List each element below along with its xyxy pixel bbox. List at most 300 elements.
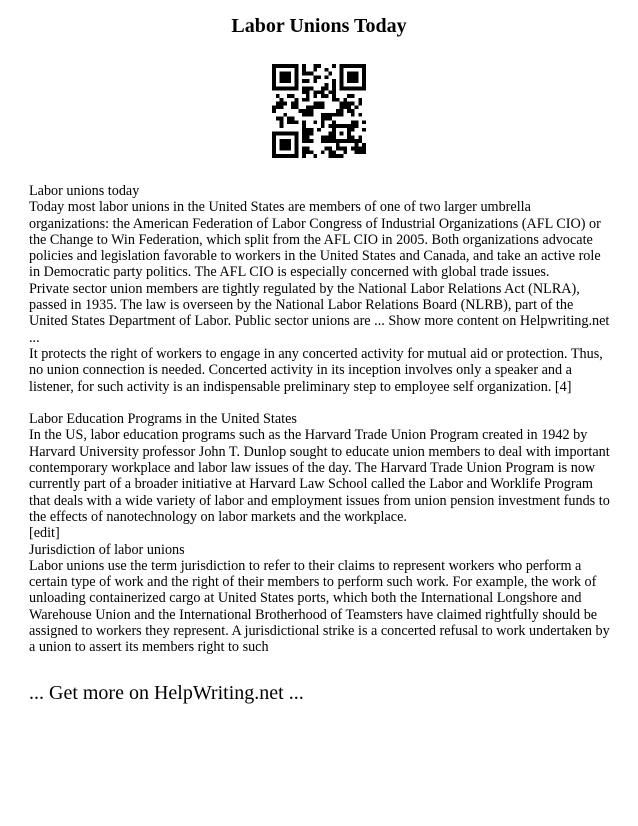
qr-module bbox=[287, 94, 291, 98]
qr-module bbox=[351, 75, 355, 79]
qr-module bbox=[272, 64, 276, 68]
qr-module bbox=[340, 124, 344, 128]
qr-module bbox=[343, 64, 347, 68]
qr-module bbox=[313, 75, 317, 79]
qr-module bbox=[321, 117, 325, 121]
qr-module bbox=[347, 102, 351, 106]
qr-module bbox=[302, 120, 306, 124]
qr-module bbox=[362, 143, 366, 147]
qr-module bbox=[306, 109, 310, 113]
qr-module bbox=[347, 105, 351, 109]
qr-module bbox=[351, 64, 355, 68]
qr-module bbox=[358, 87, 362, 91]
qr-module bbox=[313, 64, 317, 68]
qr-module bbox=[332, 79, 336, 83]
qr-module bbox=[280, 72, 284, 76]
qr-module bbox=[295, 75, 299, 79]
qr-module bbox=[306, 105, 310, 109]
qr-module bbox=[272, 105, 276, 109]
qr-module bbox=[302, 132, 306, 136]
qr-module bbox=[332, 113, 336, 117]
qr-module bbox=[272, 75, 276, 79]
qr-module bbox=[295, 120, 299, 124]
qr-module bbox=[306, 87, 310, 91]
qr-module bbox=[332, 128, 336, 132]
qr-module bbox=[325, 94, 329, 98]
qr-module bbox=[355, 87, 359, 91]
qr-module bbox=[310, 72, 314, 76]
text-line: contemporary workplace and labor law issues of the day. The Harvard Trade Union Program is now bbox=[29, 460, 596, 477]
qr-module bbox=[321, 113, 325, 117]
qr-module bbox=[283, 147, 287, 151]
text-line: no union connection is needed. Concerted activity in its inception involves only a speaker and a bbox=[29, 362, 572, 379]
qr-module bbox=[295, 79, 299, 83]
qr-module bbox=[347, 64, 351, 68]
qr-module bbox=[321, 87, 325, 91]
qr-module bbox=[306, 147, 310, 151]
qr-module bbox=[340, 132, 344, 136]
qr-module bbox=[287, 87, 291, 91]
qr-module bbox=[283, 102, 287, 106]
qr-module bbox=[272, 109, 276, 113]
qr-module bbox=[328, 72, 332, 76]
qr-module bbox=[332, 135, 336, 139]
qr-module bbox=[272, 68, 276, 72]
qr-module bbox=[280, 124, 284, 128]
qr-module bbox=[340, 147, 344, 151]
qr-module bbox=[347, 87, 351, 91]
qr-module bbox=[332, 64, 336, 68]
qr-module bbox=[272, 83, 276, 87]
qr-module bbox=[328, 150, 332, 154]
qr-module bbox=[291, 154, 295, 158]
qr-module bbox=[313, 105, 317, 109]
text-line: passed in 1935. The law is overseen by the National Labor Relations Board (NLRB), part of the bbox=[29, 297, 574, 314]
qr-module bbox=[283, 75, 287, 79]
qr-module bbox=[332, 132, 336, 136]
qr-module bbox=[355, 120, 359, 124]
qr-module bbox=[336, 147, 340, 151]
qr-module bbox=[283, 79, 287, 83]
qr-module bbox=[291, 102, 295, 106]
text-line: In the US, labor education programs such as the Harvard Trade Union Program created in 1942 by bbox=[29, 427, 588, 444]
text-line: listener, for such activity is an indispensable preliminary step to employee self organization. [4] bbox=[29, 378, 572, 395]
qr-module bbox=[272, 135, 276, 139]
qr-module bbox=[355, 147, 359, 151]
qr-module bbox=[295, 83, 299, 87]
qr-module bbox=[321, 150, 325, 154]
qr-module bbox=[306, 132, 310, 136]
text-line: a union to assert its members right to such bbox=[29, 639, 269, 656]
qr-module bbox=[336, 113, 340, 117]
qr-module bbox=[351, 72, 355, 76]
qr-module bbox=[283, 143, 287, 147]
qr-module bbox=[328, 117, 332, 121]
qr-module bbox=[340, 105, 344, 109]
qr-module bbox=[362, 83, 366, 87]
qr-module bbox=[343, 147, 347, 151]
qr-module bbox=[351, 120, 355, 124]
qr-module bbox=[328, 147, 332, 151]
qr-module bbox=[302, 68, 306, 72]
qr-module bbox=[306, 94, 310, 98]
qr-module bbox=[283, 154, 287, 158]
qr-module bbox=[321, 105, 325, 109]
qr-module bbox=[362, 72, 366, 76]
qr-module bbox=[272, 72, 276, 76]
text-line: United States Department of Labor. Public sector unions are ... Show more content on Helpwriting.net bbox=[29, 313, 610, 330]
qr-module bbox=[310, 87, 314, 91]
qr-module bbox=[343, 139, 347, 143]
qr-module bbox=[283, 72, 287, 76]
qr-module bbox=[362, 64, 366, 68]
qr-module bbox=[351, 128, 355, 132]
qr-module bbox=[272, 87, 276, 91]
qr-module bbox=[302, 113, 306, 117]
qr-module bbox=[332, 139, 336, 143]
qr-module bbox=[280, 105, 284, 109]
qr-module bbox=[317, 128, 321, 132]
qr-module bbox=[351, 94, 355, 98]
qr-module bbox=[313, 79, 317, 83]
qr-module bbox=[287, 120, 291, 124]
qr-module bbox=[310, 139, 314, 143]
qr-module bbox=[317, 105, 321, 109]
qr-module bbox=[332, 150, 336, 154]
qr-module bbox=[291, 117, 295, 121]
qr-module bbox=[321, 120, 325, 124]
qr-module bbox=[295, 102, 299, 106]
qr-module bbox=[351, 135, 355, 139]
qr-module bbox=[340, 72, 344, 76]
qr-module bbox=[306, 128, 310, 132]
qr-module bbox=[295, 132, 299, 136]
qr-module bbox=[302, 135, 306, 139]
qr-module bbox=[355, 105, 359, 109]
qr-module bbox=[302, 147, 306, 151]
qr-module bbox=[347, 79, 351, 83]
qr-module bbox=[355, 139, 359, 143]
qr-module bbox=[362, 147, 366, 151]
qr-module bbox=[287, 79, 291, 83]
article-body bbox=[29, 183, 611, 656]
qr-module bbox=[343, 105, 347, 109]
qr-module bbox=[276, 102, 280, 106]
qr-module bbox=[340, 83, 344, 87]
qr-module bbox=[362, 128, 366, 132]
qr-module bbox=[340, 154, 344, 158]
qr-module bbox=[321, 90, 325, 94]
qr-module bbox=[295, 135, 299, 139]
qr-module bbox=[295, 87, 299, 91]
qr-module bbox=[302, 87, 306, 91]
qr-module bbox=[355, 75, 359, 79]
qr-module bbox=[295, 105, 299, 109]
qr-module bbox=[280, 120, 284, 124]
qr-module bbox=[336, 109, 340, 113]
qr-module bbox=[340, 113, 344, 117]
qr-module bbox=[276, 105, 280, 109]
text-line: Labor unions use the term jurisdiction to refer to their claims to represent workers who perform a bbox=[29, 557, 582, 574]
qr-module bbox=[358, 64, 362, 68]
qr-module bbox=[302, 128, 306, 132]
qr-module bbox=[287, 64, 291, 68]
qr-module bbox=[295, 150, 299, 154]
qr-module bbox=[328, 124, 332, 128]
qr-module bbox=[272, 79, 276, 83]
qr-module bbox=[328, 90, 332, 94]
qr-module bbox=[287, 143, 291, 147]
page-title: Labor Unions Today bbox=[231, 15, 407, 37]
qr-module bbox=[328, 139, 332, 143]
qr-module bbox=[351, 109, 355, 113]
qr-module bbox=[332, 83, 336, 87]
qr-module bbox=[362, 68, 366, 72]
qr-module bbox=[310, 113, 314, 117]
qr-module bbox=[272, 139, 276, 143]
qr-module bbox=[351, 113, 355, 117]
qr-module bbox=[351, 79, 355, 83]
qr-module bbox=[306, 113, 310, 117]
qr-module bbox=[280, 98, 284, 102]
qr-module bbox=[287, 75, 291, 79]
qr-module bbox=[291, 87, 295, 91]
text-line: Harvard University professor John T. Dunlop sought to educate union members to deal with important bbox=[29, 443, 610, 460]
qr-module bbox=[272, 154, 276, 158]
qr-module bbox=[336, 98, 340, 102]
qr-module bbox=[302, 124, 306, 128]
text-line: unloading containerized cargo at United States ports, which both the International Longshore and bbox=[29, 590, 582, 607]
qr-module bbox=[321, 139, 325, 143]
qr-module bbox=[355, 72, 359, 76]
qr-module bbox=[295, 64, 299, 68]
qr-module bbox=[291, 120, 295, 124]
qr-module bbox=[276, 87, 280, 91]
text-line: Warehouse Union and the International Brotherhood of Teamsters have claimed rightfully should be bbox=[29, 606, 598, 623]
qr-module bbox=[340, 109, 344, 113]
qr-module bbox=[291, 132, 295, 136]
qr-module bbox=[336, 154, 340, 158]
get-more-link[interactable]: ... Get more on HelpWriting.net ... bbox=[29, 682, 304, 704]
qr-module bbox=[295, 72, 299, 76]
qr-module bbox=[328, 132, 332, 136]
qr-module bbox=[302, 139, 306, 143]
qr-code-graphic bbox=[272, 64, 366, 158]
qr-module bbox=[272, 150, 276, 154]
qr-module bbox=[280, 79, 284, 83]
text-line: the effects of nanotechnology on labor markets and the workplace. bbox=[29, 508, 407, 525]
qr-module bbox=[272, 132, 276, 136]
qr-module bbox=[325, 68, 329, 72]
qr-module bbox=[351, 124, 355, 128]
qr-module bbox=[280, 132, 284, 136]
qr-module bbox=[310, 150, 314, 154]
qr-module bbox=[355, 79, 359, 83]
qr-module bbox=[355, 124, 359, 128]
qr-module bbox=[358, 113, 362, 117]
text-line: ... bbox=[29, 329, 40, 346]
qr-module bbox=[313, 120, 317, 124]
qr-module bbox=[306, 139, 310, 143]
qr-module bbox=[295, 154, 299, 158]
qr-module bbox=[332, 98, 336, 102]
qr-module bbox=[295, 147, 299, 151]
qr-module bbox=[336, 124, 340, 128]
qr-module bbox=[306, 150, 310, 154]
text-line: Labor Education Programs in the United States bbox=[29, 411, 297, 428]
text-line: It protects the right of workers to engage in any concerted activity for mutual aid or protection. Thus, bbox=[29, 345, 603, 362]
text-line: Labor unions today bbox=[29, 183, 140, 199]
text-line: that deals with a wide variety of labor and employment issues from union pension investment funds to bbox=[29, 492, 610, 509]
qr-module bbox=[317, 102, 321, 106]
text-line: Jurisdiction of labor unions bbox=[29, 541, 185, 558]
qr-module bbox=[340, 75, 344, 79]
qr-module bbox=[317, 90, 321, 94]
qr-module bbox=[302, 154, 306, 158]
qr-module bbox=[355, 143, 359, 147]
qr-module bbox=[325, 117, 329, 121]
qr-module bbox=[287, 132, 291, 136]
qr-module bbox=[283, 132, 287, 136]
qr-module bbox=[295, 139, 299, 143]
qr-module bbox=[302, 109, 306, 113]
qr-module bbox=[280, 139, 284, 143]
text-line: organizations: the American Federation of Labor Congress of Industrial Organizations (AFL CIO) or bbox=[29, 215, 601, 232]
qr-module bbox=[340, 64, 344, 68]
qr-module bbox=[347, 94, 351, 98]
text-line: Private sector union members are tightly regulated by the National Labor Relations Act (NLRA), bbox=[29, 280, 580, 297]
qr-module bbox=[295, 68, 299, 72]
qr-module bbox=[358, 139, 362, 143]
qr-module bbox=[347, 72, 351, 76]
qr-module bbox=[358, 102, 362, 106]
qr-module bbox=[302, 72, 306, 76]
text-line: currently part of a broader initiative at Harvard Law School called the Labor and Worklife Program bbox=[29, 476, 593, 493]
qr-module bbox=[283, 113, 287, 117]
qr-module bbox=[340, 102, 344, 106]
text-line: [edit] bbox=[29, 525, 60, 542]
qr-module bbox=[336, 143, 340, 147]
qr-module bbox=[321, 124, 325, 128]
qr-module bbox=[280, 147, 284, 151]
qr-module bbox=[343, 150, 347, 154]
qr-module bbox=[321, 94, 325, 98]
qr-module bbox=[313, 68, 317, 72]
qr-module bbox=[276, 132, 280, 136]
qr-module bbox=[358, 98, 362, 102]
qr-module bbox=[355, 64, 359, 68]
qr-module bbox=[347, 75, 351, 79]
qr-module bbox=[321, 135, 325, 139]
qr-module bbox=[310, 105, 314, 109]
qr-module bbox=[328, 154, 332, 158]
qr-module bbox=[328, 113, 332, 117]
qr-module bbox=[283, 64, 287, 68]
qr-module bbox=[287, 139, 291, 143]
qr-module bbox=[317, 75, 321, 79]
qr-module bbox=[362, 75, 366, 79]
qr-module bbox=[302, 150, 306, 154]
text-line: the Change to Win Federation, which split from the AFL CIO in 2005. Both organizations advocate bbox=[29, 231, 593, 248]
qr-module bbox=[347, 135, 351, 139]
qr-module bbox=[340, 79, 344, 83]
qr-module bbox=[306, 72, 310, 76]
qr-module bbox=[291, 105, 295, 109]
qr-module bbox=[276, 94, 280, 98]
qr-module bbox=[325, 83, 329, 87]
qr-module bbox=[328, 135, 332, 139]
qr-module bbox=[287, 154, 291, 158]
qr-module bbox=[362, 120, 366, 124]
qr-module bbox=[325, 75, 329, 79]
text-line: policies and legislation favorable to workers in the United States and Canada, and take an active role bbox=[29, 248, 601, 265]
qr-module bbox=[306, 98, 310, 102]
qr-module bbox=[287, 72, 291, 76]
qr-module bbox=[325, 139, 329, 143]
qr-module bbox=[291, 64, 295, 68]
qr-module bbox=[313, 94, 317, 98]
qr-module bbox=[325, 135, 329, 139]
qr-module bbox=[280, 75, 284, 79]
text-line: Today most labor unions in the United States are members of one of two larger umbrella bbox=[29, 199, 531, 216]
qr-module bbox=[325, 87, 329, 91]
qr-module bbox=[280, 143, 284, 147]
qr-module bbox=[306, 90, 310, 94]
qr-module bbox=[310, 132, 314, 136]
qr-module bbox=[351, 147, 355, 151]
qr-module bbox=[362, 150, 366, 154]
qr-module bbox=[351, 139, 355, 143]
qr-module bbox=[280, 87, 284, 91]
qr-module bbox=[298, 109, 302, 113]
qr-module bbox=[332, 90, 336, 94]
qr-module bbox=[280, 154, 284, 158]
qr-module bbox=[302, 98, 306, 102]
qr-module bbox=[317, 64, 321, 68]
qr-module bbox=[272, 147, 276, 151]
qr-module bbox=[325, 147, 329, 151]
qr-module bbox=[332, 94, 336, 98]
qr-module bbox=[340, 68, 344, 72]
qr-module bbox=[358, 150, 362, 154]
qr-module bbox=[276, 64, 280, 68]
qr-module bbox=[276, 154, 280, 158]
qr-module bbox=[306, 135, 310, 139]
qr-module bbox=[343, 87, 347, 91]
qr-module bbox=[343, 98, 347, 102]
qr-module bbox=[287, 117, 291, 121]
qr-module bbox=[313, 90, 317, 94]
qr-module bbox=[358, 135, 362, 139]
qr-module bbox=[351, 87, 355, 91]
qr-module bbox=[302, 64, 306, 68]
qr-module bbox=[310, 109, 314, 113]
qr-module bbox=[280, 64, 284, 68]
qr-module bbox=[332, 154, 336, 158]
qr-module bbox=[306, 79, 310, 83]
qr-module bbox=[276, 117, 280, 121]
qr-module bbox=[280, 117, 284, 121]
qr-module bbox=[302, 79, 306, 83]
qr-module bbox=[362, 79, 366, 83]
paragraph-gap bbox=[29, 395, 611, 411]
qr-module bbox=[313, 154, 317, 158]
qr-module bbox=[313, 102, 317, 106]
qr-module bbox=[272, 143, 276, 147]
qr-module bbox=[325, 113, 329, 117]
qr-code-icon[interactable] bbox=[272, 64, 366, 158]
qr-module bbox=[302, 90, 306, 94]
